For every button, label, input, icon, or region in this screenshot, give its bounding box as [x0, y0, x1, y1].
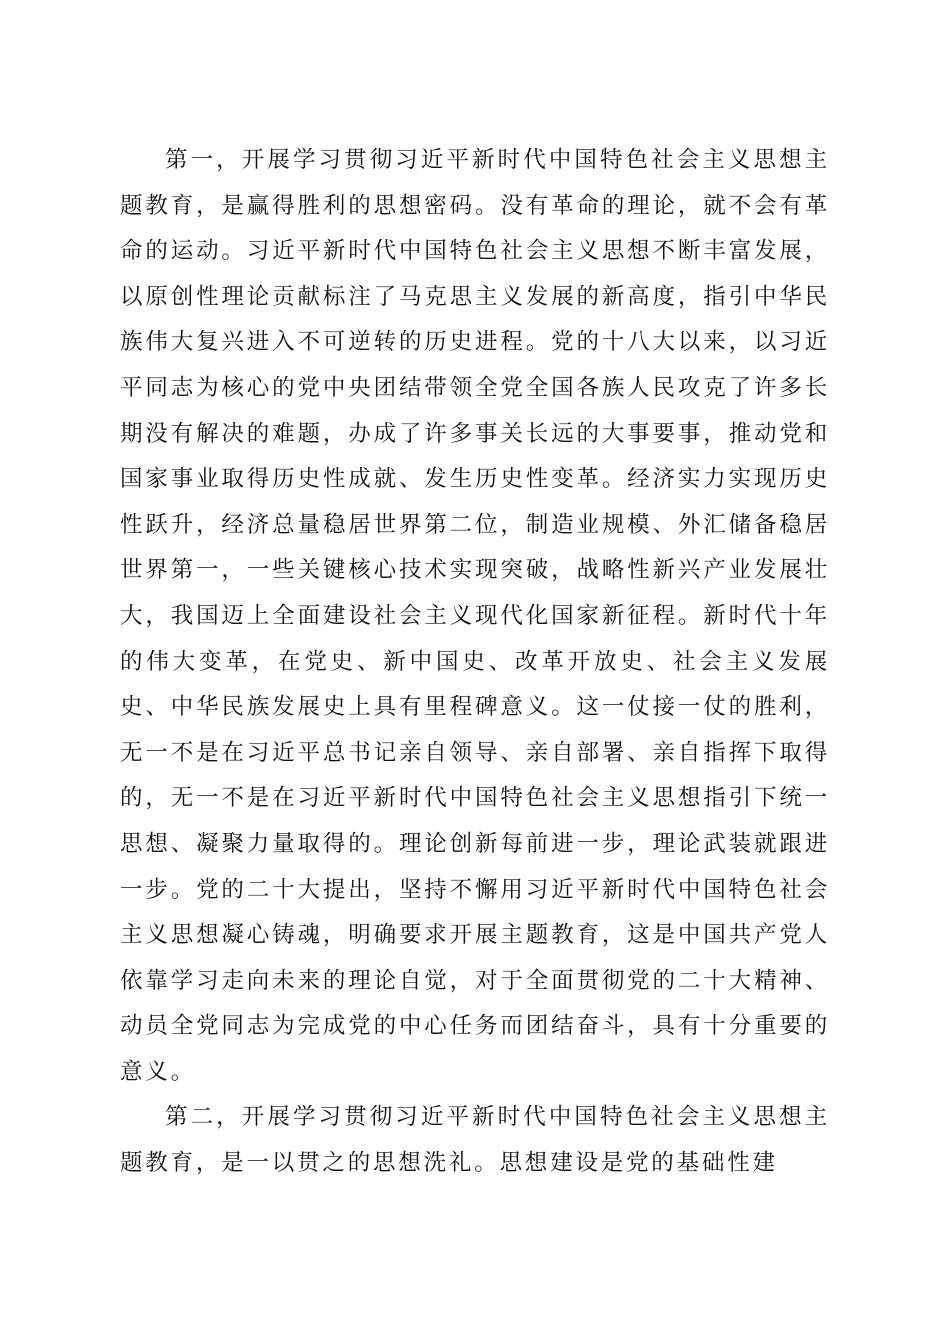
paragraph-2: 第二，开展学习贯彻习近平新时代中国特色社会主义思想主题教育，是一以贯之的思想洗礼。思想建设是党的基础性建	[120, 1104, 830, 1177]
document-body	[120, 138, 830, 1187]
paragraph-1: 第一，开展学习贯彻习近平新时代中国特色社会主义思想主题教育，是赢得胜利的思想密码。没有革命的理论，就不会有革命的运动。习近平新时代中国特色社会主义思想不断丰富发展，以原创性理论贡献标注了马克思主义发展的新高度，指引中华民族伟大复兴进入不可逆转的历史进程。党的十八大以来，以习近平同志为核心的党中央团结带领全党全国各族人民攻克了许多长期没有解决的难题，办成了许多事关长远的大事要事，推动党和国家事业取得历史性成就、发生历史性变革。经济实力实现历史性跃升，经济总量稳居世界第二位，制造业规模、外汇储备稳居世界第一，一些关键核心技术实现突破，战略性新兴产业发展壮大，我国迈上全面建设社会主义现代化国家新征程。新时代十年的伟大变革，在党史、新中国史、改革开放史、社会主义发展史、中华民族发展史上具有里程碑意义。这一仗接一仗的胜利，无一不是在习近平总书记亲自领导、亲自部署、亲自指挥下取得的，无一不是在习近平新时代中国特色社会主义思想指引下统一思想、凝聚力量取得的。理论创新每前进一步，理论武装就跟进一步。党的二十大提出，坚持不懈用习近平新时代中国特色社会主义思想凝心铸魂，明确要求开展主题教育，这是中国共产党人依靠学习走向未来的理论自觉，对于全面贯彻党的二十大精神、动员全党同志为完成党的中心任务而团结奋斗，具有十分重要的意义。	[120, 147, 830, 1085]
